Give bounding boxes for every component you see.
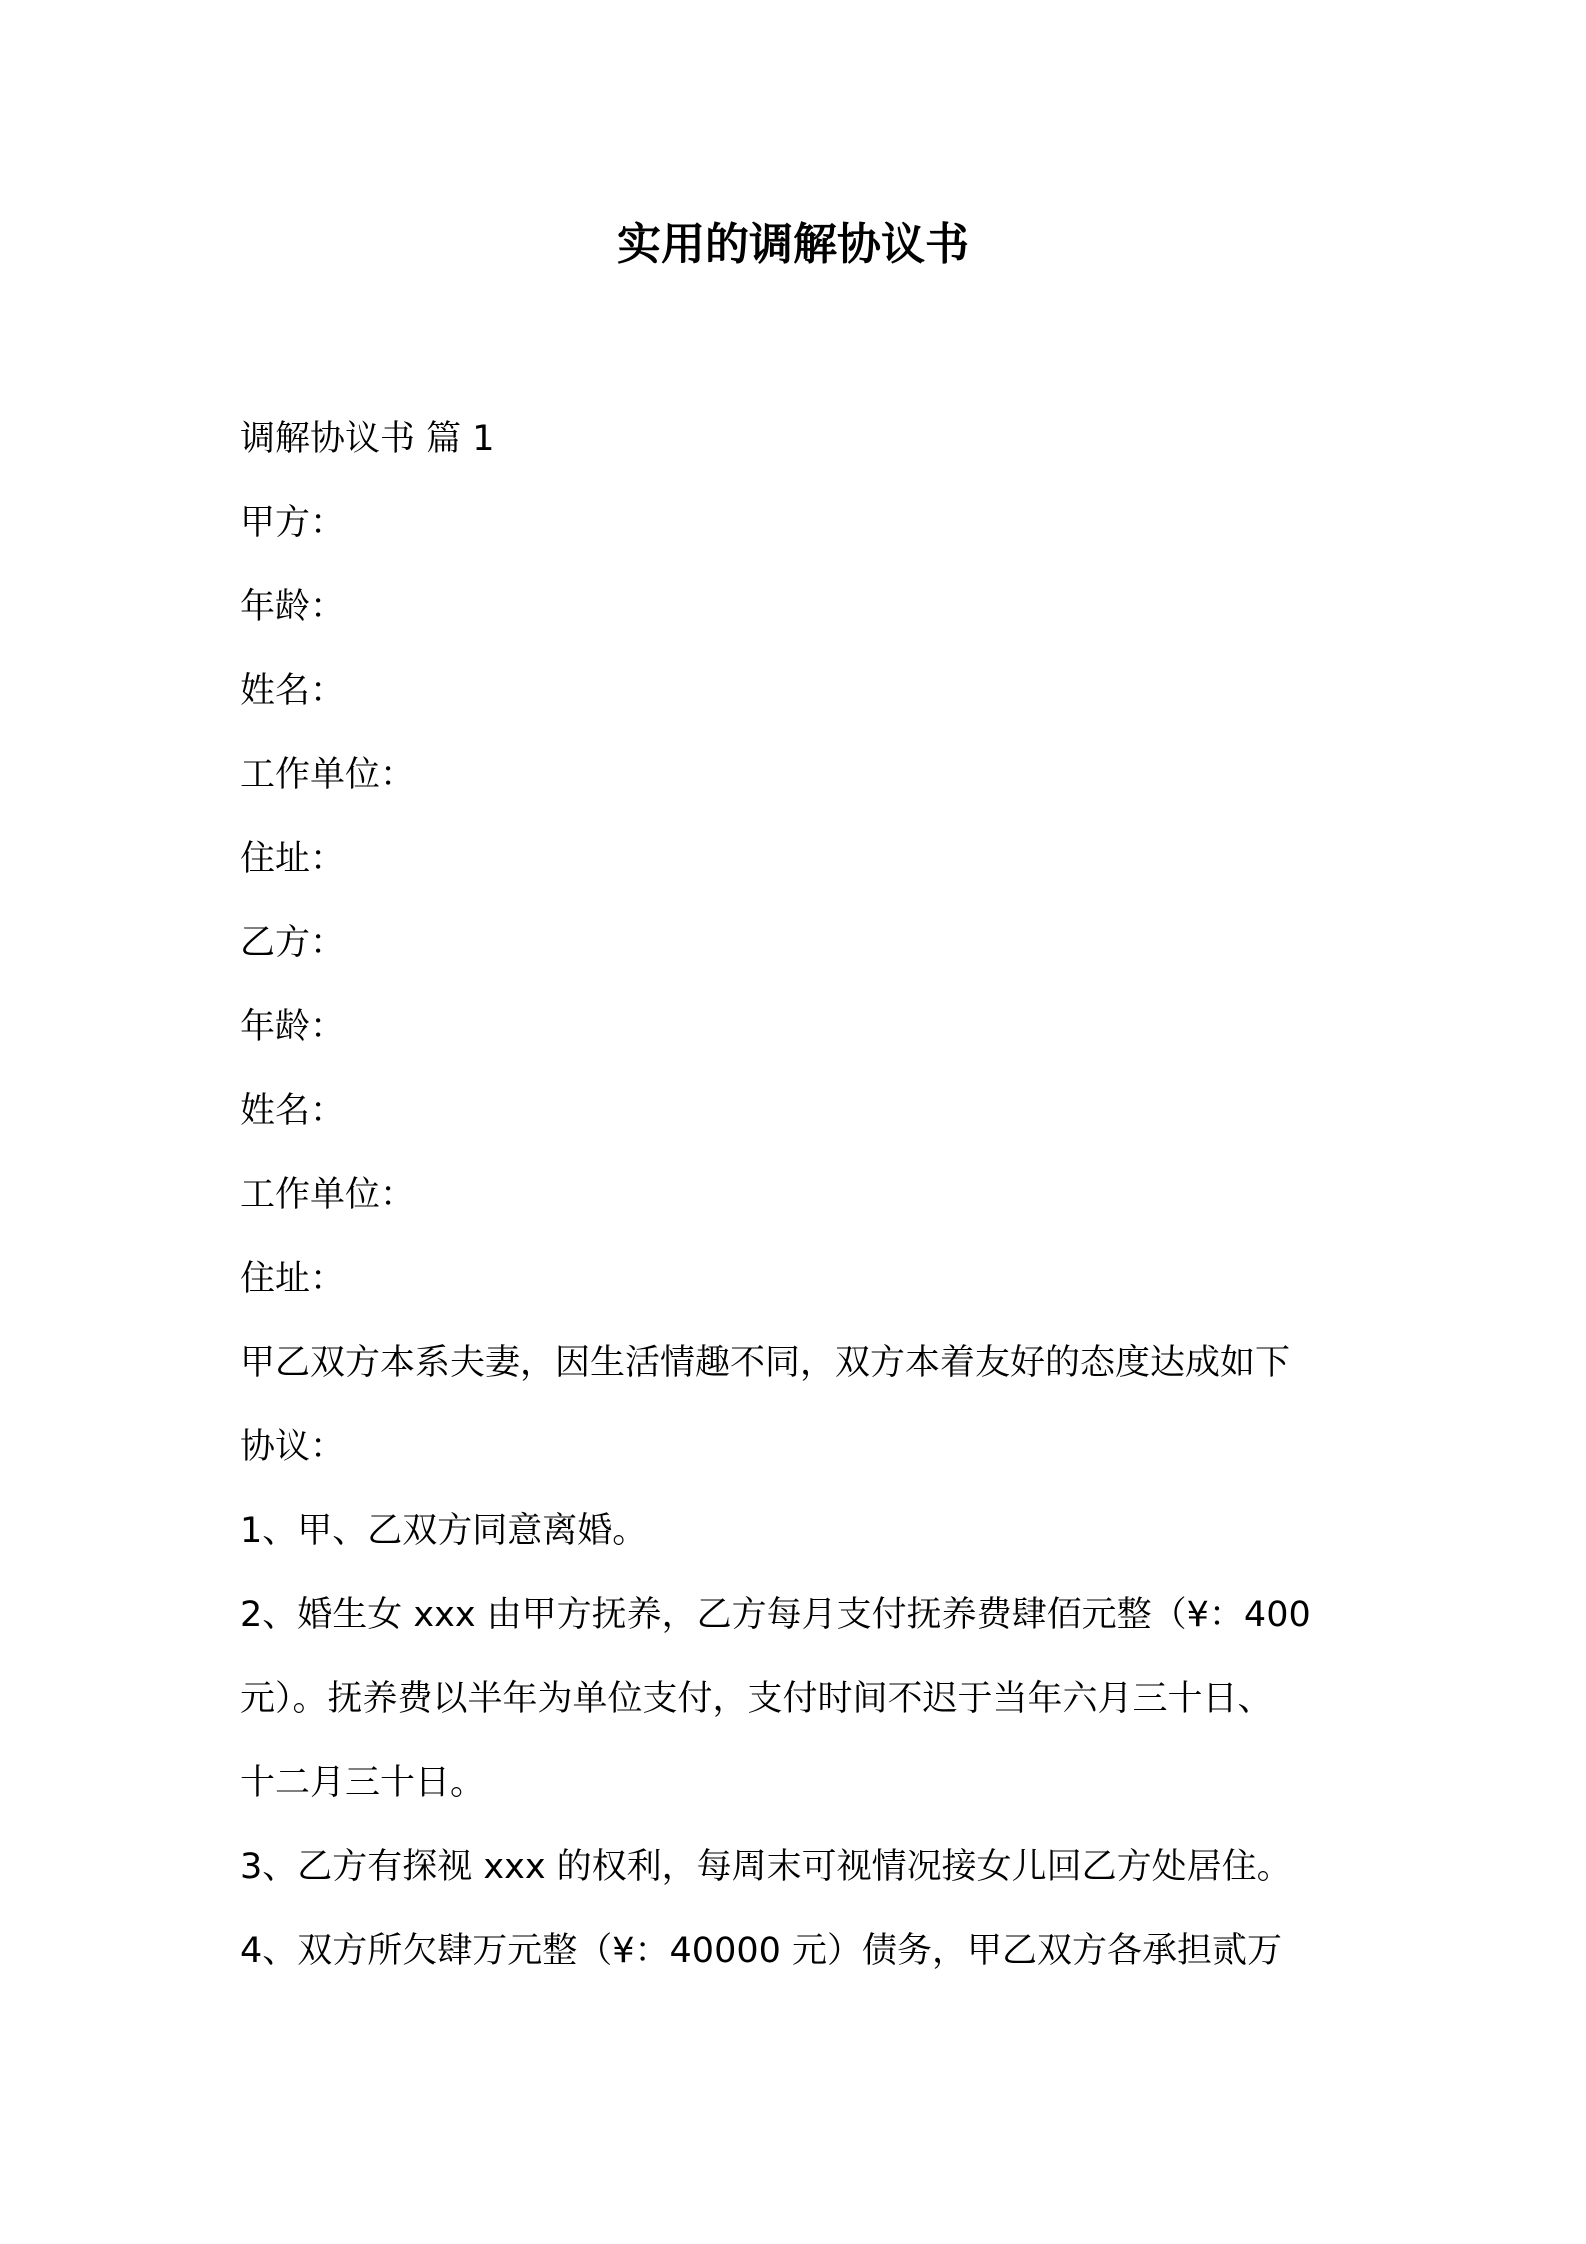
party-a-age-field: 年龄： (240, 587, 346, 627)
clause-2-line-2: 元）。抚养费以半年为单位支付，支付时间不迟于当年六月三十日、 (240, 1679, 1273, 1719)
party-a-employer-field: 工作单位： (240, 755, 416, 795)
party-b-address-field: 住址： (240, 1259, 346, 1299)
clause-2-line-1: 2、婚生女 xxx 由甲方抚养，乙方每月支付抚养费肆佰元整（¥：400 (240, 1595, 1311, 1635)
document-body (240, 397, 1355, 1993)
party-a-address-field: 住址： (240, 839, 346, 879)
party-a-label: 甲方： (240, 503, 346, 543)
agreement-intro-line-1: 甲乙双方本系夫妻，因生活情趣不同，双方本着友好的态度达成如下 (240, 1343, 1291, 1383)
clause-2-line-3: 十二月三十日。 (240, 1763, 486, 1803)
clause-4-line-1: 4、双方所欠肆万元整（¥：40000 元）债务，甲乙双方各承担贰万 (240, 1931, 1283, 1971)
party-b-label: 乙方： (240, 923, 346, 963)
document-title: 实用的调解协议书 (617, 219, 969, 270)
section-heading: 调解协议书 篇 1 (240, 419, 495, 459)
party-a-name-field: 姓名： (240, 671, 346, 711)
clause-3: 3、乙方有探视 xxx 的权利，每周末可视情况接女儿回乙方处居住。 (240, 1847, 1292, 1887)
party-b-age-field: 年龄： (240, 1007, 346, 1047)
party-b-employer-field: 工作单位： (240, 1175, 416, 1215)
clause-1: 1、甲、乙双方同意离婚。 (240, 1511, 648, 1551)
agreement-intro-line-2: 协议： (240, 1427, 346, 1467)
party-b-name-field: 姓名： (240, 1091, 346, 1131)
